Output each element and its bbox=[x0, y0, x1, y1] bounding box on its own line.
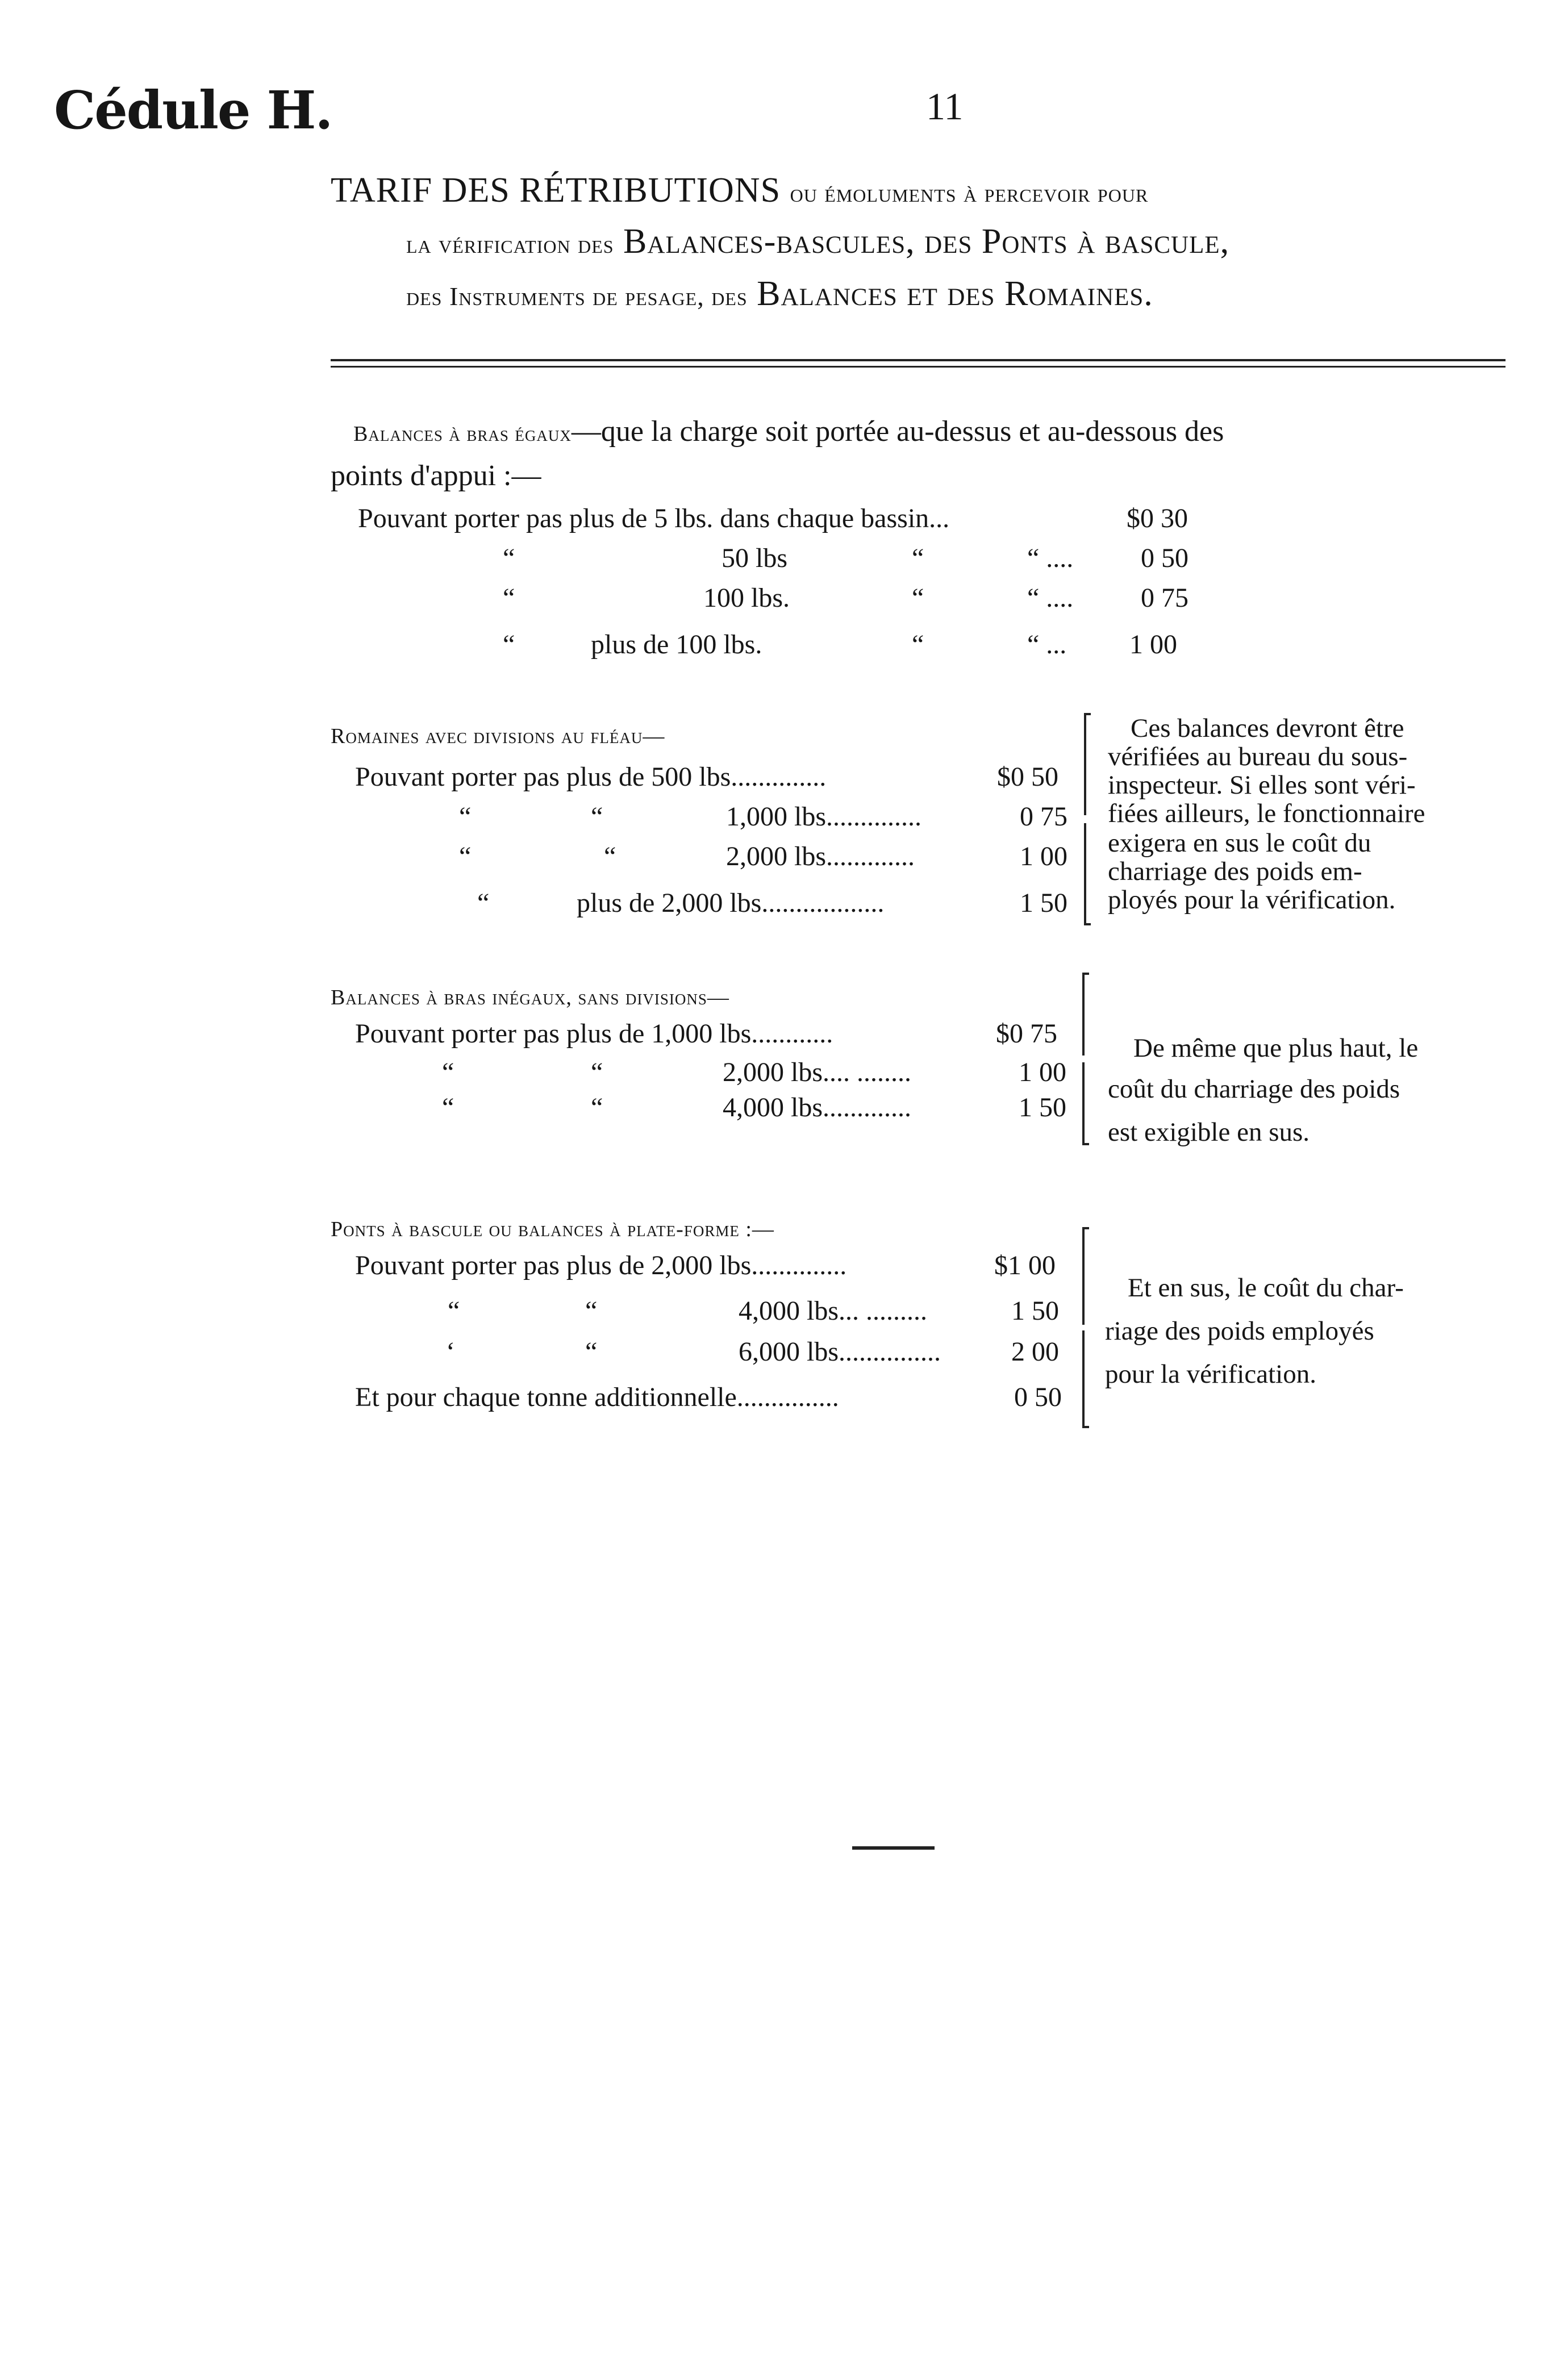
ditto-mark: “ bbox=[503, 583, 515, 613]
amount: 1 00 bbox=[1129, 629, 1177, 660]
amount: 0 75 bbox=[1020, 802, 1067, 832]
ditto-mark: “ bbox=[604, 841, 616, 871]
section-heading-line2: points d'appui :— bbox=[331, 460, 541, 492]
schedule-label: Cédule H. bbox=[54, 80, 332, 141]
weight: plus de 100 lbs. bbox=[591, 629, 762, 660]
brace-balances-inegaux bbox=[1082, 973, 1090, 1143]
ditto-mark: “ bbox=[442, 1057, 454, 1087]
ditto-mark: “ bbox=[459, 802, 472, 832]
table-row-label: Pouvant porter pas plus de 2,000 lbs.............. bbox=[355, 1250, 847, 1280]
amount: 2 00 bbox=[1011, 1337, 1059, 1367]
note-ponts bbox=[1105, 1273, 1404, 1399]
table-row-label: Pouvant porter pas plus de 500 lbs.............. bbox=[355, 762, 827, 792]
amount: $0 50 bbox=[997, 762, 1058, 792]
amount: 0 75 bbox=[1141, 583, 1188, 613]
weight: 4,000 lbs... ......... bbox=[739, 1296, 928, 1326]
section-heading-romaines bbox=[331, 717, 665, 750]
note-romaines bbox=[1108, 713, 1425, 913]
note-line: inspecteur. Si elles sont véri- bbox=[1108, 770, 1416, 800]
brace-ponts bbox=[1082, 1227, 1090, 1426]
weight: 2,000 lbs............. bbox=[726, 841, 915, 871]
weight: plus de 2,000 lbs.................. bbox=[577, 888, 885, 918]
section-heading-balances-egaux bbox=[353, 415, 1224, 448]
amount: 0 50 bbox=[1141, 543, 1188, 573]
ditto-mark: “ .... bbox=[1027, 543, 1074, 573]
title-line2-rest: Balances-bascules, des Ponts à bascule, bbox=[623, 222, 1230, 261]
note-line: pour la vérification. bbox=[1105, 1359, 1316, 1389]
note-line: riage des poids employés bbox=[1105, 1316, 1374, 1346]
title-line2-start: la vérification des bbox=[406, 230, 614, 258]
brace-romaines bbox=[1084, 713, 1092, 923]
table-row-label: Pouvant porter pas plus de 1,000 lbs............ bbox=[355, 1019, 833, 1049]
ditto-mark: “ bbox=[503, 629, 515, 660]
ditto-mark: “ .... bbox=[1027, 583, 1074, 613]
ditto-mark: “ bbox=[503, 543, 515, 573]
amount: $0 30 bbox=[1127, 503, 1188, 533]
ditto-mark: “ bbox=[477, 888, 490, 918]
note-line: ployés pour la vérification. bbox=[1108, 885, 1396, 915]
ditto-mark: “ bbox=[591, 802, 603, 832]
ditto-mark: “ bbox=[442, 1092, 454, 1123]
title-main: TARIF DES RÉTRIBUTIONS bbox=[331, 171, 781, 210]
section-heading-balances-inegaux bbox=[331, 978, 729, 1012]
note-line: est exigible en sus. bbox=[1108, 1117, 1310, 1147]
ditto-mark: “ bbox=[912, 629, 924, 660]
title-rule-top bbox=[331, 359, 1506, 361]
end-rule bbox=[852, 1846, 935, 1850]
title-rule-bottom bbox=[331, 366, 1506, 368]
title-line3-rest: Balances et des Romaines. bbox=[757, 274, 1153, 313]
page-number: 11 bbox=[926, 85, 964, 128]
table-row-label: Et pour chaque tonne additionnelle............... bbox=[355, 1382, 839, 1412]
weight: 4,000 lbs............. bbox=[723, 1092, 912, 1123]
amount: 1 50 bbox=[1020, 888, 1067, 918]
ditto-mark: “ bbox=[591, 1057, 603, 1087]
title-line-2 bbox=[406, 222, 1229, 262]
amount: $1 00 bbox=[994, 1250, 1056, 1280]
ditto-mark: “ bbox=[912, 543, 924, 573]
amount: 1 00 bbox=[1020, 841, 1067, 871]
ditto-mark: ‘ bbox=[446, 1337, 455, 1367]
amount: 1 50 bbox=[1019, 1092, 1066, 1123]
title-line3-start: des Instruments de pesage, des bbox=[406, 282, 748, 311]
section-title: Balances à bras inégaux, sans divisions— bbox=[331, 986, 729, 1009]
note-line: De même que plus haut, le bbox=[1133, 1033, 1419, 1063]
section-title: Romaines avec divisions au fléau— bbox=[331, 724, 665, 748]
weight: 50 lbs bbox=[722, 543, 788, 573]
ditto-mark: “ bbox=[459, 841, 472, 871]
note-line: Ces balances devront être bbox=[1131, 714, 1404, 743]
amount: 1 50 bbox=[1011, 1296, 1059, 1326]
note-line: Et en sus, le coût du char- bbox=[1128, 1273, 1404, 1303]
section-title: Ponts à bascule ou balances à plate-forme :— bbox=[331, 1217, 774, 1241]
note-line: fiées ailleurs, le fonctionnaire bbox=[1108, 799, 1425, 828]
note-line: exigera en sus le coût du bbox=[1108, 828, 1371, 858]
note-line: coût du charriage des poids bbox=[1108, 1074, 1400, 1104]
ditto-mark: “ bbox=[912, 583, 924, 613]
title-line1-rest: ou émoluments à percevoir pour bbox=[790, 178, 1149, 207]
weight: 2,000 lbs.... ........ bbox=[723, 1057, 912, 1087]
section-title: Balances à bras égaux bbox=[353, 422, 572, 446]
table-row: Pouvant porter pas plus de 5 lbs. dans chaque bassin... bbox=[358, 503, 950, 533]
weight: 1,000 lbs.............. bbox=[726, 802, 922, 832]
weight: 6,000 lbs............... bbox=[739, 1337, 941, 1367]
amount: 0 50 bbox=[1014, 1382, 1062, 1412]
section-heading-ponts bbox=[331, 1210, 774, 1244]
amount: $0 75 bbox=[996, 1019, 1057, 1049]
amount: 1 00 bbox=[1019, 1057, 1066, 1087]
note-balances-inegaux bbox=[1108, 1033, 1418, 1157]
ditto-mark: “ bbox=[585, 1337, 598, 1367]
title-line-3 bbox=[406, 274, 1153, 314]
note-line: charriage des poids em- bbox=[1108, 857, 1362, 886]
note-line: vérifiées au bureau du sous- bbox=[1108, 742, 1408, 771]
section-heading-rest: —que la charge soit portée au-dessus et au-dessous des bbox=[571, 415, 1224, 448]
ditto-mark: “ bbox=[585, 1296, 598, 1326]
title-line-1 bbox=[331, 170, 1148, 211]
ditto-mark: “ bbox=[591, 1092, 603, 1123]
weight: 100 lbs. bbox=[703, 583, 790, 613]
ditto-mark: “ bbox=[448, 1296, 460, 1326]
ditto-mark: “ ... bbox=[1027, 629, 1067, 660]
